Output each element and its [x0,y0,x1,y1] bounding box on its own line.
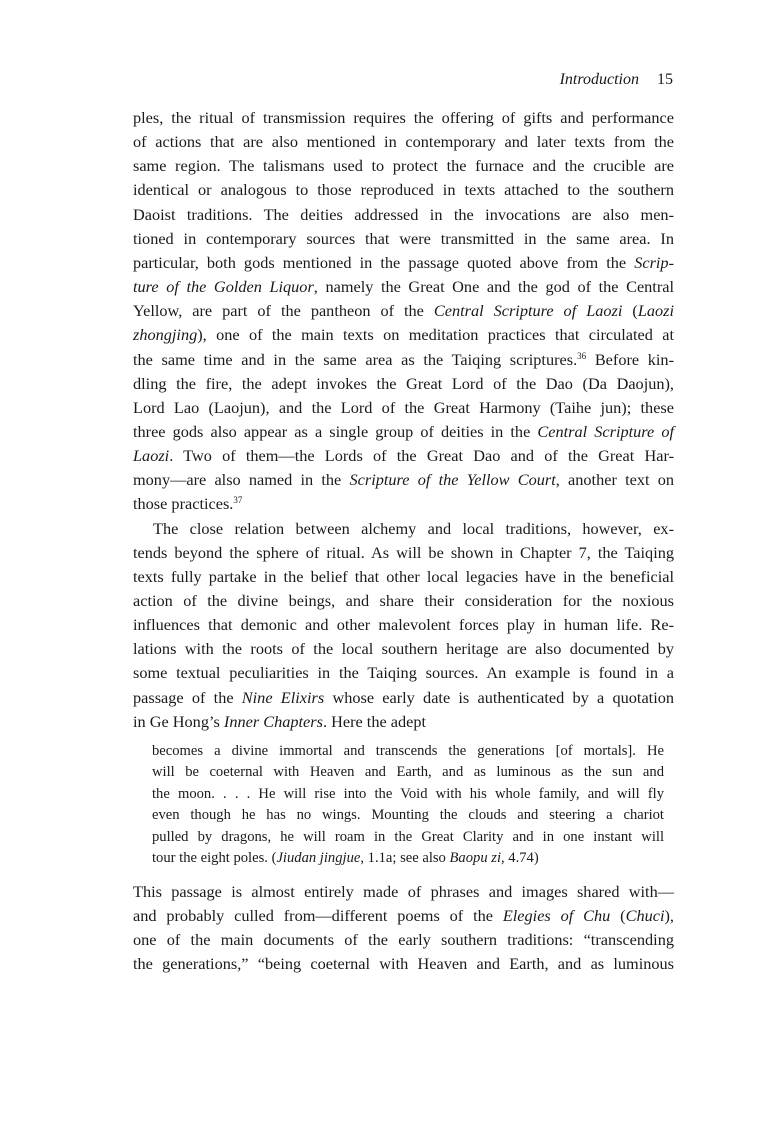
running-head-title: Introduction [559,71,639,88]
text-line: tioned in contemporary sources that were transmitted in the same area. In [133,228,674,248]
page-number: 15 [657,71,673,88]
quote-line: tour the eight poles. (Jiudan jingjue, 1.1a; see also Baopu zi, 4.74) [152,850,539,866]
text-line: one of the main documents of the early southern traditions: “transcending [133,930,674,950]
quote-line: the moon. . . . He will rise into the Void with his whole family, and will fly [152,785,664,802]
text-line: texts fully partake in the belief that other local legacies have in the beneficial [133,566,674,586]
text-line: dling the fire, the adept invokes the Great Lord of the Dao (Da Daojun), [133,373,674,393]
text-line: Laozi. Two of them—the Lords of the Great Dao and of the Great Har- [133,446,674,466]
text-line: passage of the Nine Elixirs whose early date is authenticated by a quotation [133,687,675,707]
text-line: of actions that are also mentioned in contemporary and later texts from the [133,132,674,152]
text-line: same region. The talismans used to protect the furnace and the crucible are [133,156,674,176]
text-line: Yellow, are part of the pantheon of the Central Scripture of Laozi (Laozi [133,301,675,321]
text-line: three gods also appear as a single group of deities in the Central Scripture of [133,421,675,441]
text-line: ples, the ritual of transmission requires the offering of gifts and performance [133,108,674,127]
text-line: influences that demonic and other malevolent forces play in human life. Re- [133,615,674,635]
text-line: lations with the roots of the local southern heritage are also documented by [133,639,674,659]
quote-line: pulled by dragons, he will roam in the Great Clarity and in one instant will [152,828,664,845]
text-line: identical or analogous to those reproduced in texts attached to the southern [133,180,674,200]
text-line: The close relation between alchemy and local traditions, however, ex- [153,518,674,538]
text-line: mony—are also named in the Scripture of the Yellow Court, another text on [133,470,674,490]
quote-line: becomes a divine immortal and transcends the generations [of mortals]. He [152,743,664,759]
text-line: in Ge Hong’s Inner Chapters. Here the adept [133,711,427,731]
text-line: particular, both gods mentioned in the passage quoted above from the Scrip- [133,252,674,272]
text-line: the same time and in the same area as the Taiqing scriptures.$^{36}$ Before kin- [133,349,674,369]
text-line: Daoist traditions. The deities addressed in the invocations are also men- [133,204,674,224]
text-line: zhongjing), one of the main texts on meditation practices that circulated at [133,325,674,345]
running-head [560,70,673,90]
text-line: action of the divine beings, and share their consideration for the noxious [133,591,674,610]
quote-line: will be coeternal with Heaven and Earth, and as luminous as the sun and [152,764,664,781]
text-line: This passage is almost entirely made of phrases and images shared with— [133,882,674,901]
quote-line: even though he has no wings. Mounting the clouds and steering a chariot [152,807,664,824]
text-line: those practices.$^{37}$ [133,494,243,514]
text-line: ture of the Golden Liquor, namely the Great One and the god of the Central [133,277,675,297]
text-line: tends beyond the sphere of ritual. As will be shown in Chapter 7, the Taiqing [133,542,674,562]
text-line: and probably culled from—different poems of the Elegies of Chu (Chuci), [133,906,674,926]
text-line: Lord Lao (Laojun), and the Lord of the Great Harmony (Taihe jun); these [133,397,674,417]
text-line: the generations,” “being coeternal with Heaven and Earth, and as luminous [133,954,674,974]
text-line: some textual peculiarities in the Taiqing sources. An example is found in a [133,663,674,683]
